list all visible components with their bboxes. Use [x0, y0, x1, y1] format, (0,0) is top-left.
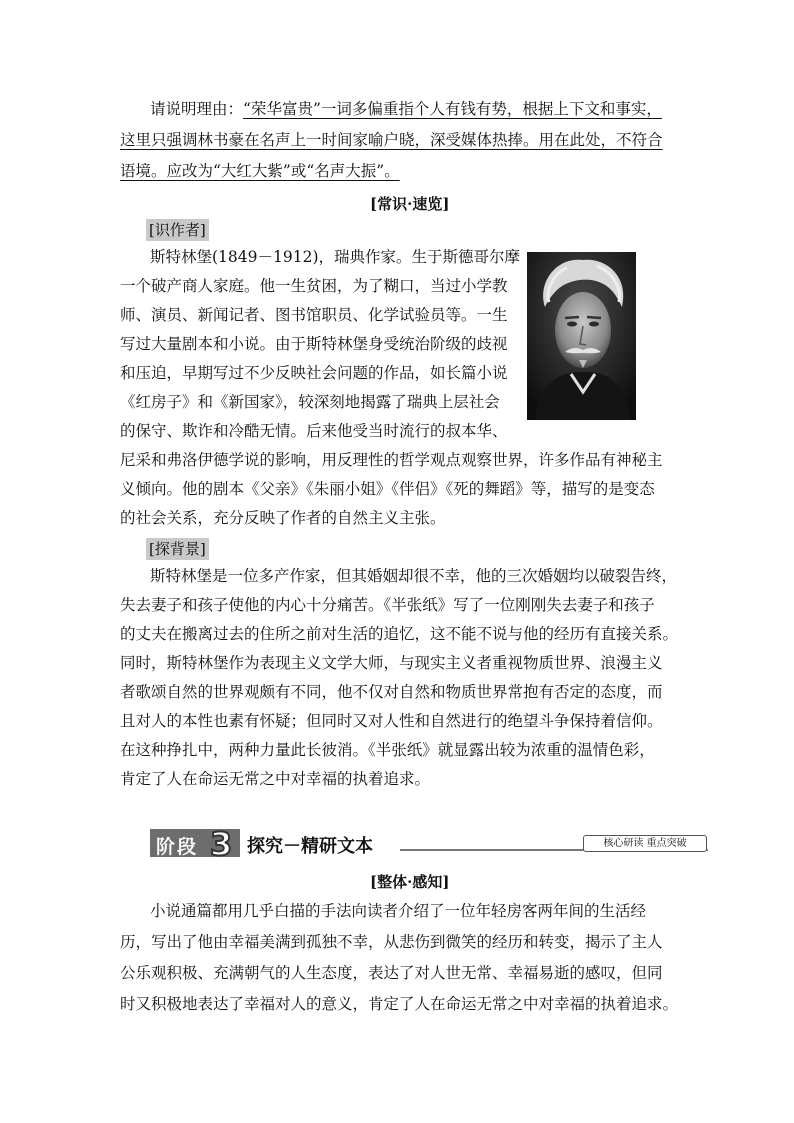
portrait-image — [527, 252, 636, 420]
author-line-10: 的社会关系，充分反映了作者的自然主义主张。 — [120, 509, 446, 527]
banner-title: 探究－精研文本 — [247, 836, 373, 857]
answer-line-2: 这里只强调林书豪在名声上一时间家喻户晓，深受媒体热捧。用在此处，不符合 — [120, 131, 663, 149]
banner-badge: 核心研读 重点突破 — [583, 835, 707, 852]
author-line-2: 一个破产商人家庭。他一生贫困，为了糊口，当过小学教 — [120, 277, 508, 295]
author-line-8: 尼采和弗洛伊德学说的影响，用反理性的哲学观点观察世界，许多作品有神秘主 — [120, 451, 663, 469]
author-line-3: 师、演员、新闻记者、图书馆职员、化学试验员等。一生 — [120, 306, 508, 324]
background-line-4: 同时，斯特林堡作为表现主义文学大师，与现实主义者重视物质世界、浪漫主义 — [120, 654, 663, 672]
banner-stage-label: 阶段 — [156, 836, 199, 858]
answer-line-3: 语境。应改为“大红大紫”或“名声大振”。 — [120, 162, 400, 180]
author-line-1: 斯特林堡(1849－1912)，瑞典作家。生于斯德哥尔摩 — [150, 248, 520, 266]
background-line-2: 失去妻子和孩子使他的内心十分痛苦。《半张纸》写了一位刚刚失去妻子和孩子 — [120, 596, 655, 614]
answer-text-1: “荣华富贵”一词多偏重指个人有钱有势，根据上下文和事实， — [243, 100, 662, 118]
stage-banner — [150, 825, 708, 863]
overall-line-4: 时又积极地表达了幸福对人的意义，肯定了人在命运无常之中对幸福的执着追求。 — [120, 995, 679, 1013]
background-line-3: 的丈夫在搬离过去的住所之前对生活的追忆，这不能不说与他的经历有直接关系。 — [120, 625, 679, 643]
background-tag: [探背景] — [146, 538, 209, 560]
author-line-5: 和压迫，早期写过不少反映社会问题的作品，如长篇小说 — [120, 364, 508, 382]
overall-line-2: 历，写出了他由幸福美满到孤独不幸，从悲伤到微笑的经历和转变，揭示了主人 — [120, 933, 663, 951]
overall-line-1: 小说通篇都用几乎白描的手法向读者介绍了一位年轻房客两年间的生活经 — [150, 902, 647, 920]
background-line-1: 斯特林堡是一位多产作家，但其婚姻却很不幸，他的三次婚姻均以破裂告终， — [150, 567, 678, 585]
background-line-8: 肯定了人在命运无常之中对幸福的执着追求。 — [120, 770, 431, 788]
author-tag: [识作者] — [146, 219, 209, 241]
background-line-5: 者歌颂自然的世界观颇有不同，他不仅对自然和物质世界常抱有否定的态度，而 — [120, 683, 663, 701]
background-line-7: 在这种挣扎中，两种力量此长彼消。《半张纸》就显露出较为浓重的温情色彩， — [120, 741, 655, 759]
author-line-9: 义倾向。他的剧本《父亲》《朱丽小姐》《伴侣》《死的舞蹈》等，描写的是变态 — [120, 480, 655, 498]
section-heading-overall: [整体·感知] — [370, 873, 450, 891]
author-line-6: 《红房子》和《新国家》，较深刻地揭露了瑞典上层社会 — [120, 393, 500, 411]
answer-line-1 — [150, 99, 662, 119]
author-portrait — [527, 252, 636, 420]
author-line-4: 写过大量剧本和小说。由于斯特林堡身受统治阶级的歧视 — [120, 335, 508, 353]
overall-line-3: 公乐观积极、充满朝气的人生态度，表达了对人世无常、幸福易逝的感叹，但同 — [120, 964, 663, 982]
answer-lead: 请说明理由： — [150, 100, 244, 118]
background-line-6: 且对人的本性也素有怀疑；但同时又对人性和自然进行的绝望斗争保持着信仰。 — [120, 712, 663, 730]
section-heading-general: [常识·速览] — [370, 195, 450, 213]
banner-stage-number: 3 — [210, 825, 233, 863]
author-line-7: 的保守、欺诈和冷酷无情。后来他受当时流行的叔本华、 — [120, 422, 508, 440]
